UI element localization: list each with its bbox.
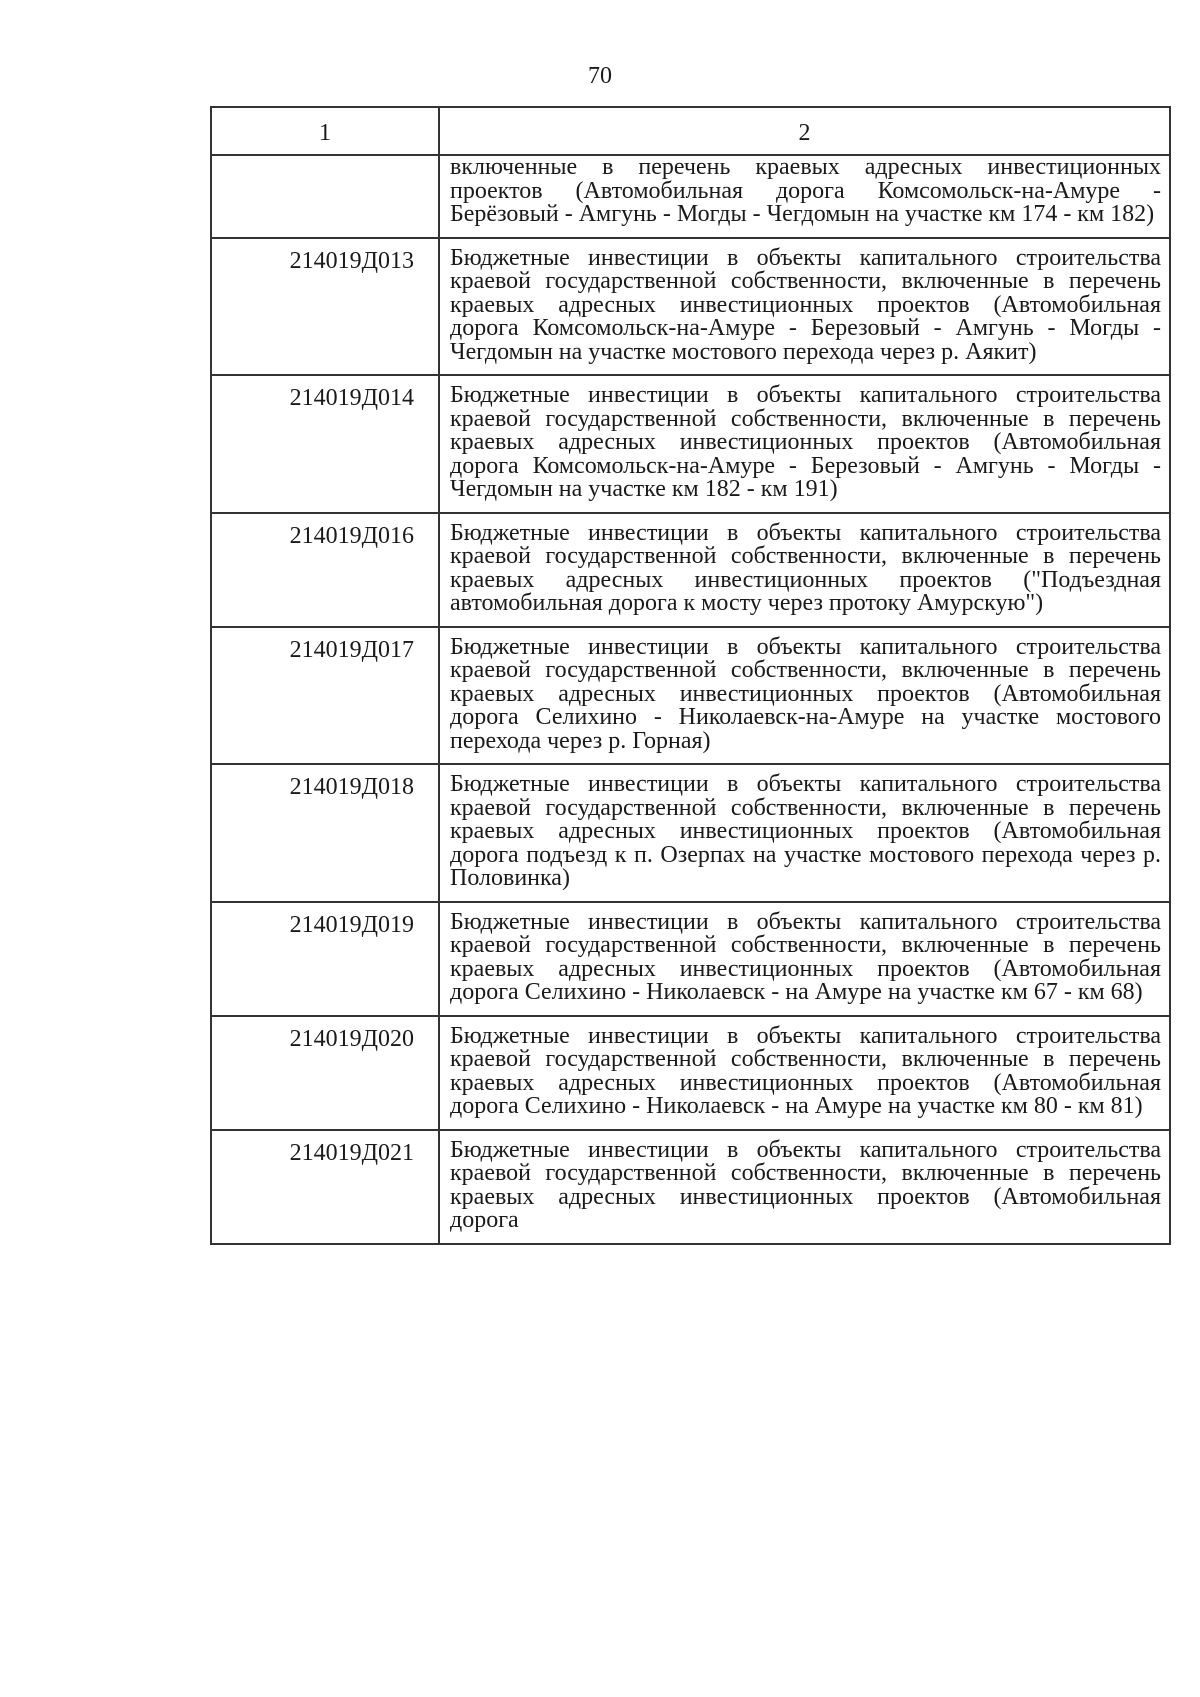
column-header-description: 2 [439,107,1170,155]
description-cell: Бюджетные инвестиции в объекты капитального строительства краевой государственной собственности, включенные в перечень краевых адресных инвестиционных проектов (Автомобильная дорога Селихино - Николаевск-на-Амуре на участке мостового перехода через р. Горная) [439,627,1170,765]
table-row [211,627,1170,765]
table-row [211,375,1170,513]
description-cell: включенные в перечень краевых адресных инвестиционных проектов (Автомобильная дорога Комсомольск-на-Амуре - Берёзовый - Амгунь - Могды - Чегдомын на участке км 174 - км 182) [439,155,1170,238]
description-cell: Бюджетные инвестиции в объекты капитального строительства краевой государственной собственности, включенные в перечень краевых адресных инвестиционных проектов (Автомобильная дорога [439,1130,1170,1244]
code-cell: 214019Д021 [211,1130,439,1244]
table-header-row [211,107,1170,155]
table-row [211,513,1170,627]
description-cell: Бюджетные инвестиции в объекты капитального строительства краевой государственной собственности, включенные в перечень краевых адресных инвестиционных проектов ("Подъездная автомобильная дорога к мосту через протоку Амурскую") [439,513,1170,627]
code-cell: 214019Д014 [211,375,439,513]
description-cell: Бюджетные инвестиции в объекты капитального строительства краевой государственной собственности, включенные в перечень краевых адресных инвестиционных проектов (Автомобильная дорога Селихино - Николаевск - на Амуре на участке км 67 - км 68) [439,902,1170,1016]
table-row [211,764,1170,902]
page-number: 70 [588,63,612,89]
code-cell: 214019Д016 [211,513,439,627]
description-cell: Бюджетные инвестиции в объекты капитального строительства краевой государственной собственности, включенные в перечень краевых адресных инвестиционных проектов (Автомобильная дорога Комсомольск-на-Амуре - Березовый - Амгунь - Могды - Чегдомын на участке км 182 - км 191) [439,375,1170,513]
code-cell: 214019Д020 [211,1016,439,1130]
table-row [211,238,1170,376]
description-cell: Бюджетные инвестиции в объекты капитального строительства краевой государственной собственности, включенные в перечень краевых адресных инвестиционных проектов (Автомобильная дорога Селихино - Николаевск - на Амуре на участке км 80 - км 81) [439,1016,1170,1130]
column-header-code: 1 [211,107,439,155]
code-cell: 214019Д017 [211,627,439,765]
code-cell: 214019Д013 [211,238,439,376]
table-row [211,1130,1170,1244]
table-row [211,1016,1170,1130]
code-cell: 214019Д019 [211,902,439,1016]
table-row [211,902,1170,1016]
code-cell [211,155,439,238]
description-cell: Бюджетные инвестиции в объекты капитального строительства краевой государственной собственности, включенные в перечень краевых адресных инвестиционных проектов (Автомобильная дорога подъезд к п. Озерпах на участке мостового перехода через р. Половинка) [439,764,1170,902]
description-cell: Бюджетные инвестиции в объекты капитального строительства краевой государственной собственности, включенные в перечень краевых адресных инвестиционных проектов (Автомобильная дорога Комсомольск-на-Амуре - Березовый - Амгунь - Могды - Чегдомын на участке мостового перехода через р. Аякит) [439,238,1170,376]
code-cell: 214019Д018 [211,764,439,902]
budget-code-table [210,106,1171,1245]
table-row [211,155,1170,238]
